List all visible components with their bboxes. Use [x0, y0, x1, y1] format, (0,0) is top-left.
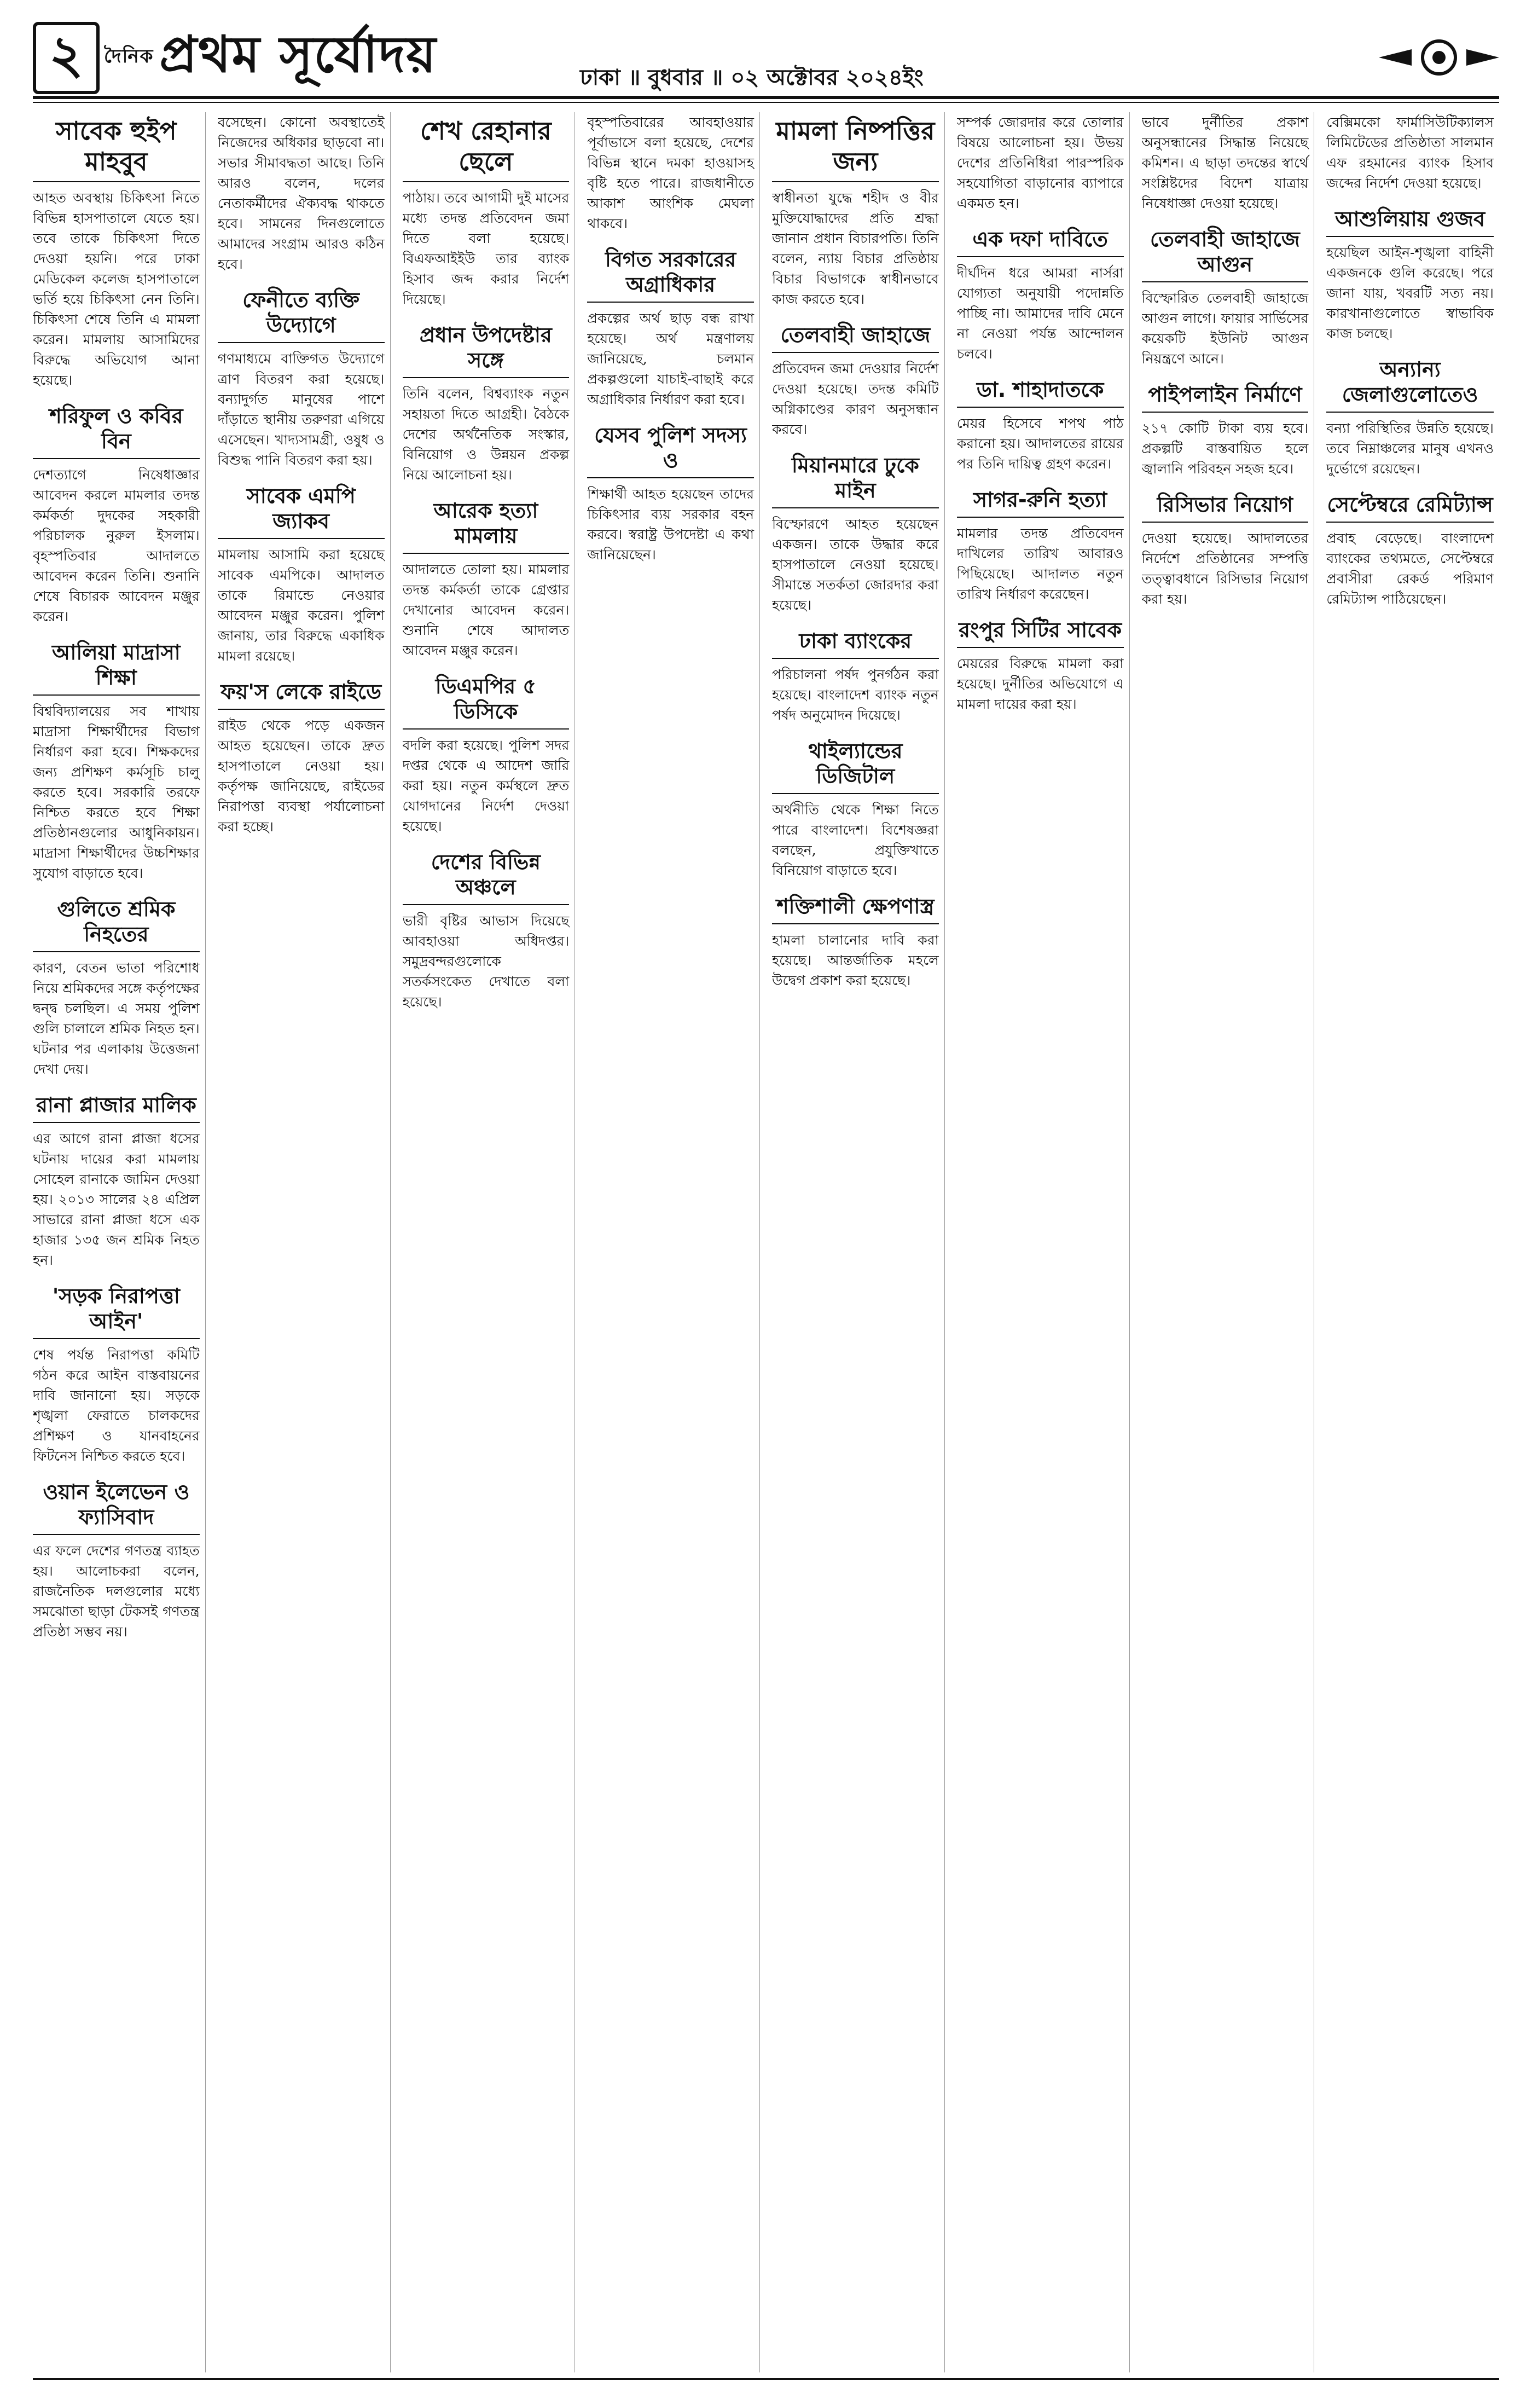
story-body: মামলার তদন্ত প্রতিবেদন দাখিলের তারিখ আবারও পিছিয়েছে। আদালত নতুন তারিখ নির্ধারণ করেছেন।: [956, 525, 1124, 602]
story-headline[interactable]: মামলা নিষ্পত্তির জন্য: [772, 112, 939, 182]
story-body: প্রবাহ বেড়েছে। বাংলাদেশ ব্যাংকের তথ্যমতে, সেপ্টেম্বরে প্রবাসীরা রেকর্ড পরিমাণ রেমিট্যান্স পাঠিয়েছেন।: [1326, 530, 1494, 607]
news-story: [33, 400, 200, 627]
story-headline[interactable]: অন্যান্য জেলাগুলোতেও: [1326, 354, 1494, 413]
story-body: আহত অবস্থায় চিকিৎসা নিতে বিভিন্ন হাসপাতালে যেতে হয়। তবে তাকে চিকিৎসা দিতে দেওয়া হয়নি। পরে ঢাকা মেডিকেল কলেজ হাসপাতালে ভর্তি হয়ে চিকিৎসা নেন তিনি। চিকিৎসা শেষে তিনি এ মামলা করেন। মামলায় আসামিদের বিরুদ্ধে অভিযোগ আনা হয়েছে।: [33, 190, 200, 388]
story-body: মামলায় আসামি করা হয়েছে সাবেক এমপিকে। আদালত তাকে রিমান্ডে নেওয়ার আবেদন মঞ্জুর করেন। পুলিশ জানায়, তার বিরুদ্ধে একাধিক মামলা রয়েছে।: [217, 547, 385, 664]
story-body: সম্পর্ক জোরদার করে তোলার বিষয়ে আলোচনা হয়। উভয় দেশের প্রতিনিধিরা পারস্পরিক সহযোগিতা বাড়ানোর ব্যাপারে একমত হন।: [956, 114, 1124, 211]
story-headline[interactable]: সাবেক হুইপ মাহবুব: [33, 112, 200, 182]
story-headline[interactable]: তেলবাহী জাহাজে আগুন: [1142, 223, 1309, 282]
column-1: [33, 112, 206, 2372]
story-body: এর আগে রানা প্লাজা ধসের ঘটনায় দায়ের করা মামলায় সোহেল রানাকে জামিন দেওয়া হয়। ২০১৩ সালের ২৪ এপ্রিল সাভারে রানা প্লাজা ধসে এক হাজার ১৩৫ জন শ্রমিক নিহত হন।: [33, 1131, 200, 1268]
story-headline[interactable]: ফেনীতে ব্যক্তি উদ্যোগে: [218, 284, 385, 343]
story-body: হয়েছিল আইন-শৃঙ্খলা বাহিনী একজনকে গুলি করেছে। পরে জানা যায়, খবরটি সত্য নয়। কারখানাগুলোতে স্বাভাবিক কাজ চলছে।: [1326, 245, 1494, 341]
news-story: [403, 495, 570, 661]
story-body: বদলি করা হয়েছে। পুলিশ সদর দপ্তর থেকে এ আদেশ জারি করা হয়। নতুন কর্মস্থলে দ্রুত যোগদানের নির্দেশ দেওয়া হয়েছে।: [402, 737, 570, 834]
story-headline[interactable]: শেখ রেহানার ছেলে: [403, 112, 570, 182]
story-body: পরিচালনা পর্ষদ পুনর্গঠন করা হয়েছে। বাংলাদেশ ব্যাংক নতুন পর্ষদ অনুমোদন দিয়েছে।: [772, 667, 939, 723]
story-body: ভারী বৃষ্টির আভাস দিয়েছে আবহাওয়া অধিদপ্তর। সমুদ্রবন্দরগুলোকে সতর্কসংকেত দেখাতে বলা হয়েছে।: [402, 913, 570, 1010]
news-story: [33, 1476, 200, 1642]
news-story: [33, 636, 200, 883]
story-body: ২১৭ কোটি টাকা ব্যয় হবে। প্রকল্পটি বাস্তবায়িত হলে জ্বালানি পরিবহন সহজ হবে।: [1141, 420, 1309, 477]
story-headline[interactable]: মিয়ানমারে ঢুকে মাইন: [772, 449, 939, 508]
news-story: [772, 890, 939, 991]
story-body: অর্থনীতি থেকে শিক্ষা নিতে পারে বাংলাদেশ। বিশেষজ্ঞরা বলছেন, প্রযুক্তিখাতে বিনিয়োগ বাড়াতে হবে।: [772, 802, 939, 878]
story-headline[interactable]: রংপুর সিটির সাবেক: [957, 614, 1124, 648]
news-story: [772, 625, 939, 725]
story-headline[interactable]: শরিফুল ও কবির বিন: [33, 400, 200, 459]
story-headline[interactable]: ওয়ান ইলেভেন ও ফ্যাসিবাদ: [33, 1476, 200, 1535]
story-headline[interactable]: যেসব পুলিশ সদস্য ও: [587, 419, 754, 478]
column-4: [587, 112, 760, 2372]
story-body: কারণ, বেতন ভাতা পরিশোধ নিয়ে শ্রমিকদের সঙ্গে কর্তৃপক্ষের দ্বন্দ্ব চলছিল। এ সময় পুলিশ গুলি চালালে শ্রমিক নিহত হন। ঘটনার পর এলাকায় উত্তেজনা দেখা দেয়।: [33, 960, 200, 1077]
news-story: [957, 484, 1124, 604]
column-5: [772, 112, 945, 2372]
story-headline[interactable]: তেলবাহী জাহাজে: [772, 319, 939, 353]
story-headline[interactable]: পাইপলাইন নির্মাণে: [1142, 379, 1309, 413]
story-body: মেয়র হিসেবে শপথ পাঠ করানো হয়। আদালতের রায়ের পর তিনি দায়িত্ব গ্রহণ করেন।: [956, 415, 1124, 472]
news-story: [33, 893, 200, 1079]
footer-rule: [33, 2378, 1499, 2380]
news-story: [218, 284, 385, 470]
news-story: [957, 374, 1124, 474]
news-story: [957, 614, 1124, 714]
news-story: [772, 449, 939, 615]
story-headline[interactable]: ফয়'স লেকে রাইডে: [218, 676, 385, 710]
story-body: পাঠায়। তবে আগামী দুই মাসের মধ্যে তদন্ত প্রতিবেদন জমা দিতে বলা হয়েছে। বিএফআইইউ তার ব্যাংক হিসাব জব্দ করার নির্দেশ দিয়েছে।: [402, 190, 570, 307]
news-story: [587, 244, 754, 409]
news-story: [33, 1280, 200, 1466]
story-headline[interactable]: দেশের বিভিন্ন অঞ্চলে: [403, 846, 570, 905]
story-body: স্বাধীনতা যুদ্ধে শহীদ ও বীর মুক্তিযোদ্ধাদের প্রতি শ্রদ্ধা জানান প্রধান বিচারপতি। তিনি বলেন, ন্যায় বিচার প্রতিষ্ঠায় বিচার বিভাগকে স্বাধীনভাবে কাজ করতে হবে।: [772, 190, 939, 307]
column-6: [957, 112, 1130, 2372]
story-body: বৃহস্পতিবারের আবহাওয়ার পূর্বাভাসে বলা হয়েছে, দেশের বিভিন্ন স্থানে দমকা হাওয়াসহ বৃষ্টি হতে পারে। রাজধানীতে আকাশ আংশিক মেঘলা থাকবে।: [587, 114, 754, 231]
story-headline[interactable]: আশুলিয়ায় গুজব: [1326, 203, 1494, 237]
story-body: আদালতে তোলা হয়। মামলার তদন্ত কর্মকর্তা তাকে গ্রেপ্তার দেখানোর আবেদন করেন। শুনানি শেষে আদালত আবেদন মঞ্জুর করেন।: [402, 562, 570, 658]
news-story: [1326, 354, 1494, 479]
news-story: [1142, 489, 1309, 609]
paper-title: [104, 27, 437, 88]
news-story: [403, 846, 570, 1012]
news-story: [772, 112, 939, 309]
news-story: [218, 676, 385, 837]
story-body: বন্যা পরিস্থিতির উন্নতি হয়েছে। তবে নিম্নাঞ্চলের মানুষ এখনও দুর্ভোগে রয়েছেন।: [1326, 420, 1494, 477]
sun-emblem-icon: [1379, 33, 1499, 82]
story-body: শেষ পর্যন্ত নিরাপত্তা কমিটি গঠন করে আইন বাস্তবায়নের দাবি জানানো হয়। সড়কে শৃঙ্খলা ফেরাতে চালকদের প্রশিক্ষণ ও যানবাহনের ফিটনেস নিশ্চিত করতে হবে।: [33, 1347, 200, 1464]
story-headline[interactable]: রানা প্লাজার মালিক: [33, 1089, 200, 1123]
news-story: [1142, 112, 1309, 213]
story-headline[interactable]: ঢাকা ব্যাংকের: [772, 625, 939, 659]
story-headline[interactable]: আলিয়া মাদ্রাসা শিক্ষা: [33, 636, 200, 696]
news-story: [772, 319, 939, 439]
story-headline[interactable]: প্রধান উপদেষ্টার সঙ্গে: [403, 319, 570, 378]
story-headline[interactable]: থাইল্যান্ডের ডিজিটাল: [772, 735, 939, 794]
masthead-rule: [33, 96, 1499, 99]
news-story: [1326, 489, 1494, 609]
news-story: [772, 735, 939, 881]
news-story: [218, 112, 385, 274]
story-headline[interactable]: বিগত সরকারের অগ্রাধিকার: [587, 244, 754, 303]
news-story: [1326, 112, 1494, 193]
story-headline[interactable]: শক্তিশালী ক্ষেপণাস্ত্র: [772, 890, 939, 924]
page-number: ২: [33, 22, 100, 94]
news-story: [587, 112, 754, 234]
story-body: এর ফলে দেশের গণতন্ত্র ব্যাহত হয়। আলোচকরা বলেন, রাজনৈতিক দলগুলোর মধ্যে সমঝোতা ছাড়া টেকসই গণতন্ত্র প্রতিষ্ঠা সম্ভব নয়।: [33, 1543, 200, 1640]
column-3: [403, 112, 576, 2372]
story-headline[interactable]: সাবেক এমপি জ্যাকব: [218, 480, 385, 539]
paper-title-prefix: দৈনিক: [104, 45, 154, 67]
news-story: [587, 419, 754, 565]
news-story: [33, 1089, 200, 1270]
news-story: [957, 112, 1124, 213]
news-story: [403, 670, 570, 836]
story-headline[interactable]: এক দফা দাবিতে: [957, 223, 1124, 257]
story-body: প্রতিবেদন জমা দেওয়ার নির্দেশ দেওয়া হয়েছে। তদন্ত কমিটি অগ্নিকাণ্ডের কারণ অনুসন্ধান করবে।: [772, 361, 939, 437]
story-headline[interactable]: সাগর-রুনি হত্যা: [957, 484, 1124, 518]
news-story: [1142, 379, 1309, 479]
news-story: [33, 112, 200, 390]
column-8: [1326, 112, 1499, 2372]
masthead-rule-thin: [33, 102, 1499, 103]
story-body: বিস্ফোরণে আহত হয়েছেন একজন। তাকে উদ্ধার করে হাসপাতালে নেওয়া হয়েছে। সীমান্তে সতর্কতা জোরদার করা হয়েছে।: [772, 516, 939, 613]
news-story: [403, 112, 570, 309]
story-headline[interactable]: গুলিতে শ্রমিক নিহতের: [33, 893, 200, 952]
story-headline[interactable]: ডা. শাহাদাতকে: [957, 374, 1124, 408]
story-body: বেক্সিমকো ফার্মাসিউটিক্যালস লিমিটেডের প্রতিষ্ঠাতা সালমান এফ রহমানের ব্যাংক হিসাব জব্দের নির্দেশ দেওয়া হয়েছে।: [1326, 114, 1494, 191]
dateline: ঢাকা ॥ বুধবার ॥ ০২ অক্টোবর ২০২৪ইং: [580, 65, 924, 90]
story-body: প্রকল্পের অর্থ ছাড় বন্ধ রাখা হয়েছে। অর্থ মন্ত্রণালয় জানিয়েছে, চলমান প্রকল্পগুলো যাচাই-বাছাই করে অগ্রাধিকার নির্ধারণ করা হবে।: [587, 310, 754, 407]
story-body: ভাবে দুর্নীতির প্রকাশ অনুসন্ধানের সিদ্ধান্ত নিয়েছে কমিশন। এ ছাড়া তদন্তের স্বার্থে সংশ্লিষ্টদের বিদেশ যাত্রায় নিষেধাজ্ঞা দেওয়া হয়েছে।: [1141, 114, 1309, 211]
story-body: বসেছেন। কোনো অবস্থাতেই নিজেদের অধিকার ছাড়বো না। সভার সীমাবদ্ধতা আছে। তিনি আরও বলেন, দলের নেতাকর্মীদের ঐক্যবদ্ধ থাকতে হবে। সামনের দিনগুলোতে আমাদের সংগ্রাম আরও কঠিন হবে।: [217, 114, 385, 272]
story-body: দীর্ঘদিন ধরে আমরা নার্সরা যোগ্যতা অনুযায়ী পদোন্নতি পাচ্ছি না। আমাদের দাবি মেনে না নেওয়া পর্যন্ত আন্দোলন চলবে।: [956, 265, 1124, 362]
story-body: তিনি বলেন, বিশ্বব্যাংক নতুন সহায়তা দিতে আগ্রহী। বৈঠকে দেশের অর্থনৈতিক সংস্কার, বিনিয়োগ ও উন্নয়ন প্রকল্প নিয়ে আলোচনা হয়।: [402, 386, 570, 483]
masthead: [33, 22, 1499, 104]
news-story: [1326, 203, 1494, 344]
story-headline[interactable]: আরেক হত্যা মামলায়: [403, 495, 570, 554]
news-story: [218, 480, 385, 666]
story-headline[interactable]: সেপ্টেম্বরে রেমিট্যান্স: [1326, 489, 1494, 523]
paper-title-text: প্রথম সূর্যোদয়: [159, 25, 437, 84]
story-body: দেওয়া হয়েছে। আদালতের নির্দেশে প্রতিষ্ঠানের সম্পত্তি তত্ত্বাবধানে রিসিভার নিয়োগ করা হয়।: [1141, 530, 1309, 607]
article-columns: [33, 112, 1499, 2372]
story-body: শিক্ষার্থী আহত হয়েছেন তাদের চিকিৎসার ব্যয় সরকার বহন করবে। স্বরাষ্ট্র উপদেষ্টা এ কথা জানিয়েছেন।: [587, 486, 754, 563]
story-body: বিস্ফোরিত তেলবাহী জাহাজে আগুন লাগে। ফায়ার সার্ভিসের কয়েকটি ইউনিট আগুন নিয়ন্ত্রণে আনে।: [1141, 290, 1309, 367]
news-story: [957, 223, 1124, 364]
column-7: [1142, 112, 1315, 2372]
story-body: বিশ্ববিদ্যালয়ের সব শাখায় মাদ্রাসা শিক্ষার্থীদের বিভাগ নির্ধারণ করা হবে। শিক্ষকদের জন্য প্রশিক্ষণ কর্মসূচি চালু করতে হবে। সরকারি তরফে নিশ্চিত করতে হবে শিক্ষা প্রতিষ্ঠানগুলোর আধুনিকায়ন। মাদ্রাসা শিক্ষার্থীদের উচ্চশিক্ষার সুযোগ বাড়াতে হবে।: [33, 703, 200, 881]
story-body: মেয়রের বিরুদ্ধে মামলা করা হয়েছে। দুর্নীতির অভিযোগে এ মামলা দায়ের করা হয়।: [956, 656, 1124, 712]
column-2: [218, 112, 391, 2372]
story-body: রাইড থেকে পড়ে একজন আহত হয়েছেন। তাকে দ্রুত হাসপাতালে নেওয়া হয়। কর্তৃপক্ষ জানিয়েছে, রাইডের নিরাপত্তা ব্যবস্থা পর্যালোচনা করা হচ্ছে।: [217, 717, 385, 835]
news-story: [403, 319, 570, 485]
news-story: [1142, 223, 1309, 369]
story-body: গণমাধ্যমে বাক্তিগত উদ্যোগে ত্রাণ বিতরণ করা হয়েছে। বন্যাদুর্গত মানুষের পাশে দাঁড়াতে স্থানীয় তরুণরা এগিয়ে এসেছেন। খাদ্যসামগ্রী, ওষুধ ও বিশুদ্ধ পানি বিতরণ করা হয়।: [217, 351, 385, 468]
story-headline[interactable]: রিসিভার নিয়োগ: [1142, 489, 1309, 523]
story-headline[interactable]: ডিএমপির ৫ ডিসিকে: [403, 670, 570, 730]
story-body: হামলা চালানোর দাবি করা হয়েছে। আন্তর্জাতিক মহলে উদ্বেগ প্রকাশ করা হয়েছে।: [772, 932, 939, 988]
story-body: দেশত্যাগে নিষেধাজ্ঞার আবেদন করলে মামলার তদন্ত কর্মকর্তা দুদকের সহকারী পরিচালক নুরুল ইসলাম। বৃহস্পতিবার আদালতে আবেদন করেন তিনি। শুনানি শেষে বিচারক আবেদন মঞ্জুর করেন।: [33, 467, 200, 624]
story-headline[interactable]: 'সড়ক নিরাপত্তা আইন': [33, 1280, 200, 1339]
